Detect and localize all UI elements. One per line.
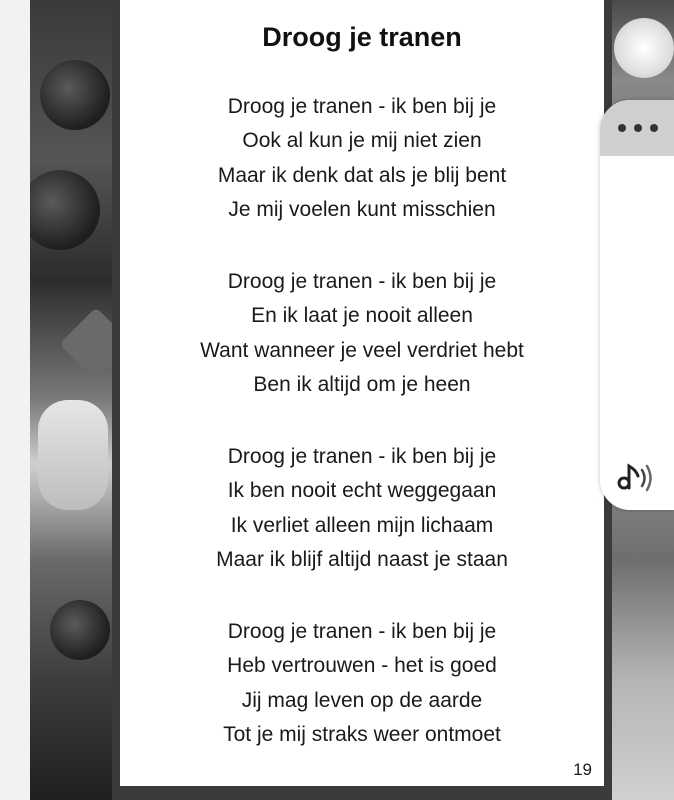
poem-line: Maar ik blijf altijd naast je staan xyxy=(216,547,508,571)
stanza-2 xyxy=(120,265,604,402)
stanza-3 xyxy=(120,440,604,577)
poem-line: Maar ik denk dat als je blij bent xyxy=(217,163,507,187)
more-horizontal-icon xyxy=(618,122,658,134)
poem-line: Droog je tranen - ik ben bij je xyxy=(227,270,497,293)
poem-line: Ook al kun je mij niet zien xyxy=(242,129,482,153)
music-note-audio-icon[interactable] xyxy=(614,458,658,498)
poem-line: Jij mag leven op de aarde xyxy=(241,688,483,712)
floating-side-widget xyxy=(600,100,674,510)
poem-line: Heb vertrouwen - het is goed xyxy=(227,654,497,678)
poem-line: Droog je tranen - ik ben bij je xyxy=(227,620,497,643)
left-decorative-photo xyxy=(30,0,120,800)
poem-line: Tot je mij straks weer ontmoet xyxy=(223,722,501,746)
left-margin xyxy=(0,0,30,800)
stanza-4 xyxy=(120,615,604,752)
poem-title: Droog je tranen xyxy=(262,22,462,52)
more-options-button[interactable] xyxy=(600,100,674,156)
poem-line: Droog je tranen - ik ben bij je xyxy=(227,95,497,118)
page-number: 19 xyxy=(573,760,592,779)
poem-line: Want wanneer je veel verdriet hebt xyxy=(200,338,524,362)
poem-line: Je mij voelen kunt misschien xyxy=(228,197,496,221)
poem-line: Ik ben nooit echt weggegaan xyxy=(227,479,497,503)
poem-line: Ik verliet alleen mijn lichaam xyxy=(230,513,494,537)
poem-line: Ben ik altijd om je heen xyxy=(253,372,471,396)
poem-line: En ik laat je nooit alleen xyxy=(251,304,473,328)
poem-line: Droog je tranen - ik ben bij je xyxy=(227,445,497,468)
stanza-1 xyxy=(120,90,604,227)
poem-page xyxy=(120,0,604,786)
